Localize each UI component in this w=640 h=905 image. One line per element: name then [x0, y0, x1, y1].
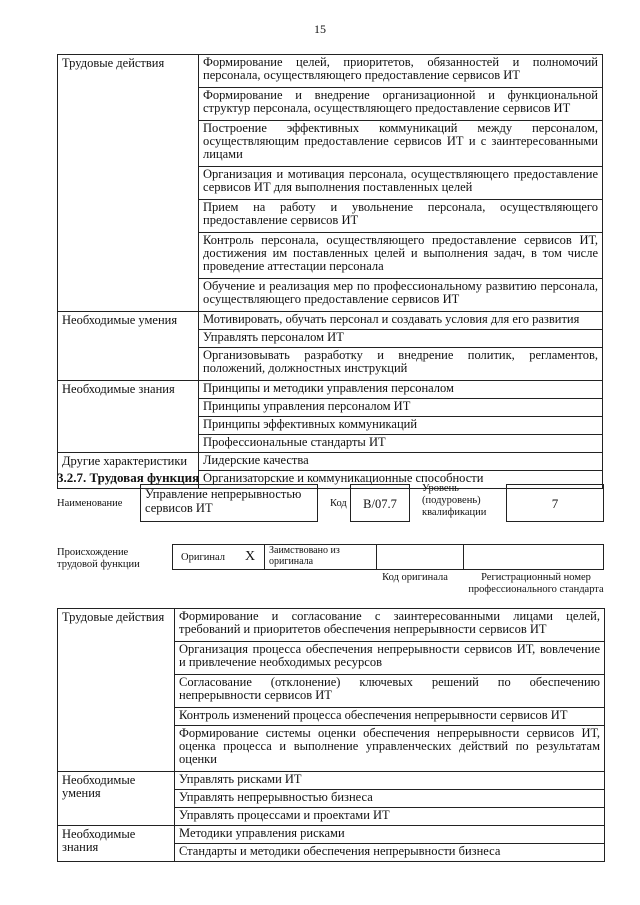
row-label-other: Другие характеристики	[58, 453, 199, 489]
row-label-knowledge: Необходимые знания	[58, 381, 199, 453]
list-item: Контроль персонала, осуществляющего предоставление сервисов ИТ, достижения им поставленных целей и выполнения задач, в том числе проведение аттестации персонала	[199, 233, 602, 279]
origin-grid	[172, 544, 604, 570]
list-item: Формирование и внедрение организационной и функциональной структур персонала, осуществляющего предоставление сервисов ИТ	[199, 88, 602, 121]
table-row	[58, 312, 603, 381]
competency-table-1	[57, 54, 603, 489]
table-row	[58, 609, 605, 772]
list-item: Формирование и согласование с заинтересованными лицами целей, требований и приоритетов обеспечения непрерывности сервисов ИТ	[175, 609, 604, 642]
list-item: Организовывать разработку и внедрение политик, регламентов, положений, должностных инструкций	[203, 348, 598, 375]
code-original-caption: Код оригинала	[382, 572, 448, 583]
row-items	[175, 609, 605, 772]
list-item: Управлять непрерывностью бизнеса	[175, 790, 604, 808]
table-row	[58, 55, 603, 312]
row-label-skills: Необходимые умения	[58, 772, 175, 826]
section-title: 3.2.7. Трудовая функция	[57, 470, 200, 485]
list-item: Управлять процессами и проектами ИТ	[179, 808, 390, 822]
competency-table-2	[57, 608, 605, 862]
function-code-value: В/07.7	[350, 484, 410, 522]
origin-divider	[376, 545, 377, 569]
origin-divider	[463, 545, 464, 569]
row-items	[199, 381, 603, 453]
origin-label: Происхождение трудовой функции	[57, 547, 140, 570]
row-items	[175, 772, 605, 826]
list-item: Формирование целей, приоритетов, обязанностей и полномочий персонала, осуществляющего предоставление сервисов ИТ	[199, 55, 602, 88]
row-label-labor-actions: Трудовые действия	[58, 609, 175, 772]
name-label: Наименование	[57, 498, 123, 509]
list-item: Принципы управления персоналом ИТ	[199, 399, 602, 417]
list-item: Формирование системы оценки обеспечения непрерывности сервисов ИТ, оценка процесса и выполнение управленческих действий по результатам оценки	[179, 726, 600, 766]
list-item: Мотивировать, обучать персонал и создавать условия для его развития	[199, 312, 602, 330]
page-number: 15	[314, 22, 326, 36]
list-item: Управлять персоналом ИТ	[199, 330, 602, 348]
row-items	[175, 826, 605, 862]
qualification-level-label: Уровень (подуровень) квалификации	[422, 483, 487, 518]
row-label-skills: Необходимые умения	[58, 312, 199, 381]
origin-divider	[264, 545, 265, 569]
list-item: Построение эффективных коммуникаций между персоналом, осуществляющим предоставление сервисов ИТ и с заинтересованными лицами	[199, 121, 602, 167]
borrowed-label: Заимствовано из оригинала	[269, 545, 340, 567]
table-row	[58, 772, 605, 826]
table-row	[58, 826, 605, 862]
reg-number-caption: Регистрационный номер профессионального стандарта	[468, 572, 604, 595]
list-item: Прием на работу и увольнение персонала, осуществляющего предоставление сервисов ИТ	[199, 200, 602, 233]
original-mark: X	[245, 549, 256, 564]
list-item: Обучение и реализация мер по профессиональному развитию персонала, осуществляющего предоставление сервисов ИТ	[203, 279, 598, 306]
table-row	[58, 381, 603, 453]
list-item: Организаторские и коммуникационные способности	[203, 471, 484, 485]
list-item: Согласование (отклонение) ключевых решений по обеспечению непрерывности сервисов ИТ	[175, 675, 604, 708]
list-item: Контроль изменений процесса обеспечения непрерывности сервисов ИТ	[175, 708, 604, 726]
code-label: Код	[330, 498, 347, 509]
row-items	[199, 55, 603, 312]
list-item: Профессиональные стандарты ИТ	[203, 435, 386, 449]
original-label: Оригинал	[181, 552, 225, 563]
row-label-labor-actions: Трудовые действия	[58, 55, 199, 312]
row-items	[199, 312, 603, 381]
list-item: Управлять рисками ИТ	[175, 772, 604, 790]
list-item: Лидерские качества	[199, 453, 602, 471]
function-name-value: Управление непрерывностью сервисов ИТ	[140, 484, 318, 522]
list-item: Организация процесса обеспечения непрерывности сервисов ИТ, вовлечение и привлечение необходимых ресурсов	[175, 642, 604, 675]
list-item: Принципы и методики управления персоналом	[199, 381, 602, 399]
list-item: Методики управления рисками	[175, 826, 604, 844]
list-item: Стандарты и методики обеспечения непрерывности бизнеса	[179, 844, 501, 858]
row-label-knowledge: Необходимые знания	[58, 826, 175, 862]
list-item: Принципы эффективных коммуникаций	[199, 417, 602, 435]
qualification-level-value: 7	[506, 484, 604, 522]
list-item: Организация и мотивация персонала, осуществляющего предоставление сервисов ИТ для выполнения поставленных целей	[199, 167, 602, 200]
